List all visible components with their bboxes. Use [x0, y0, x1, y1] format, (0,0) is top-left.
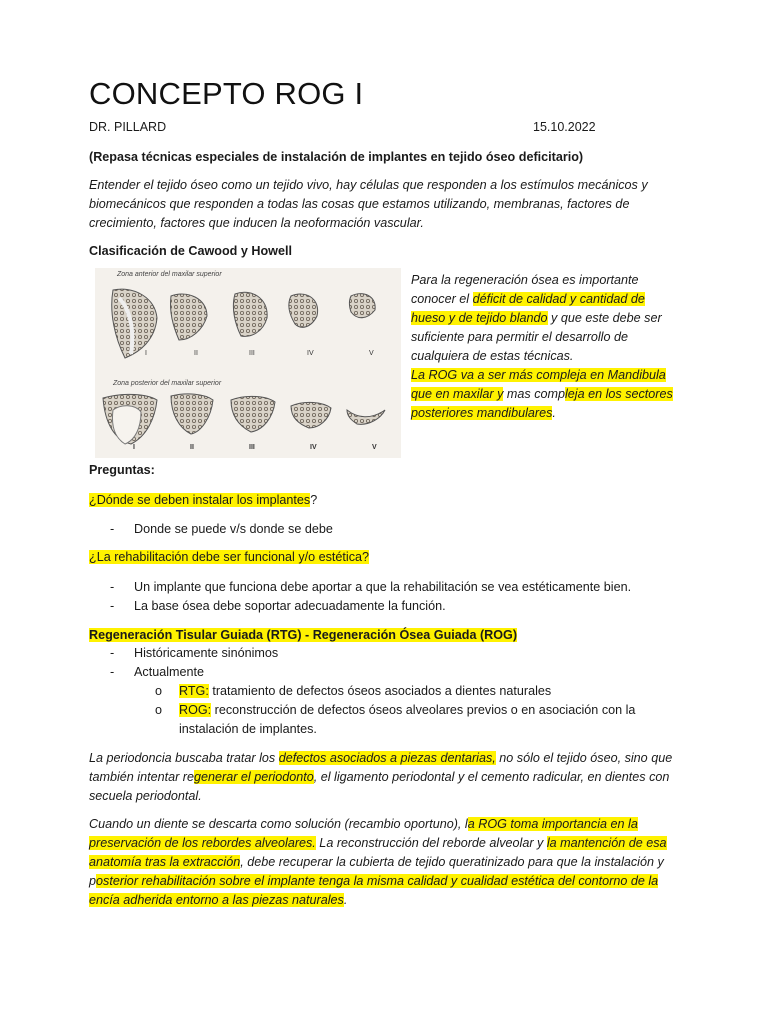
highlight-rehabilitation: osterior rehabilitación sobre el implante tenga la misma calidad y cualidad estética del contorno de la encía adherida entorno a las piezas naturales	[89, 874, 659, 907]
paragraph-text: no sólo el tejido óseo, sino que también intentar re	[89, 751, 673, 784]
question-1	[89, 491, 679, 510]
posterior-section-iv	[291, 402, 331, 428]
document-title: CONCEPTO ROG I	[89, 76, 364, 111]
anterior-section-ii	[170, 294, 207, 340]
figure-label-ii-bottom: II	[190, 444, 194, 451]
intro-paragraph: Entender el tejido óseo como un tejido vivo, hay células que responden a los estímulos mecánicos y biomecánicos que responden a todas las cosas que estamos utilizando, membranas, factores de crecimiento, factores que inducen la neoformación vascular.	[89, 178, 648, 230]
paragraph-text: La periodoncia buscaba tratar los	[89, 751, 279, 765]
posterior-section-ii	[171, 394, 213, 434]
list-item: - Donde se puede v/s donde se debe	[110, 522, 333, 536]
anterior-section-i	[112, 289, 157, 358]
highlight-rog-complex: La ROG va a ser más compleja en Mandibula que en maxilar y	[411, 368, 666, 401]
figure-label-iv-top: IV	[307, 350, 314, 357]
figure-label-i-top: I	[145, 350, 147, 357]
paragraph-text: La reconstrucción del reborde alveolar y	[315, 836, 547, 850]
list-item-text: Un implante que funciona debe aportar a que la rehabilitación se vea estéticamente bien.	[134, 580, 632, 594]
question-2	[89, 548, 679, 567]
questions-heading: Preguntas:	[89, 463, 155, 477]
list-item-text: Históricamente sinónimos	[134, 646, 279, 660]
figure-label-v-bottom: V	[372, 444, 377, 451]
cawood-howell-figure	[95, 268, 401, 458]
figure-label-iii-bottom: III	[249, 444, 255, 451]
anterior-section-v	[350, 294, 376, 318]
course-note: (Repasa técnicas especiales de instalación de implantes en tejido óseo deficitario)	[89, 150, 584, 164]
list-item: - La base ósea debe soportar adecuadamente la función.	[110, 599, 446, 613]
figure-label-iii-top: III	[249, 350, 255, 357]
posterior-section-i	[103, 394, 157, 444]
paragraph-text: .	[343, 893, 348, 907]
highlight-posterior-sectors: leja en los sectores posteriores mandibulares	[411, 387, 673, 420]
periodontics-paragraph	[89, 749, 684, 806]
rtg-heading-text: Regeneración Tisular Guiada (RTG) - Regeneración Ósea Guiada (ROG)	[89, 628, 518, 642]
paragraph-text: , el ligamento periodontal y el cemento radicular, en dientes con secuela periodontal.	[89, 770, 670, 803]
highlight-periodontium: generar el periodonto	[194, 770, 314, 784]
sub-list-item: o RTG: tratamiento de defectos óseos asociados a dientes naturales	[155, 684, 552, 698]
classification-heading: Clasificación de Cawood y Howell	[89, 244, 292, 258]
side-text-part: Para la regeneración ósea es importante conocer el	[411, 273, 639, 306]
question-2-text: ¿La rehabilitación debe ser funcional y/o estética?	[89, 550, 370, 564]
side-text-part: mas comp	[503, 387, 565, 401]
list-item-text: Actualmente	[134, 665, 205, 679]
question-1-mark: ?	[310, 493, 318, 507]
side-text-part: .	[552, 406, 556, 420]
rog-label: ROG:	[179, 703, 212, 717]
list-item-text: La base ósea debe soportar adecuadamente la función.	[134, 599, 446, 613]
figure-bottom-caption: Zona posterior del maxilar superior	[113, 380, 222, 387]
list-item: - Actualmente	[110, 665, 205, 679]
figure-label-i-bottom: I	[133, 444, 135, 451]
posterior-section-v	[347, 410, 385, 424]
anterior-section-iv	[289, 294, 318, 327]
highlight-defects: defectos asociados a piezas dentarias,	[278, 751, 496, 765]
extraction-paragraph	[89, 815, 684, 910]
author-name: DR. PILLARD	[89, 120, 167, 134]
rog-definition: reconstrucción de defectos óseos alveolares previos o en asociación con la instalación de implantes.	[179, 703, 636, 736]
classification-side-text	[411, 271, 681, 423]
bone-section-illustrations	[95, 268, 401, 458]
paragraph-text: , debe recuperar la cubierta de tejido queratinizado para que la instalación y p	[89, 855, 664, 888]
list-item-text: Donde se puede v/s donde se debe	[134, 522, 333, 536]
anterior-section-iii	[233, 292, 267, 336]
rtg-heading	[89, 626, 679, 645]
sub-list-item: o ROG: reconstrucción de defectos óseos alveolares previos o en asociación con la instalación de implantes.	[155, 703, 636, 736]
list-item: - Históricamente sinónimos	[110, 646, 279, 660]
figure-label-iv-bottom: IV	[310, 444, 317, 451]
list-item: - Un implante que funciona debe aportar a que la rehabilitación se vea estéticamente bien.	[110, 580, 632, 594]
highlight-rog-importance: a ROG toma importancia en la preservación de los rebordes alveolares.	[89, 817, 638, 850]
rtg-label: RTG:	[179, 684, 209, 698]
document-date: 15.10.2022	[533, 120, 596, 134]
figure-top-caption: Zona anterior del maxilar superior	[117, 271, 222, 278]
posterior-section-iii	[231, 396, 275, 432]
question-1-text: ¿Dónde se deben instalar los implantes	[89, 493, 311, 507]
side-text-part: y que este debe ser suficiente para permitir el desarrollo de cualquiera de estas técnicas.	[411, 311, 662, 363]
figure-label-v-top: V	[369, 350, 374, 357]
paragraph-text: Cuando un diente se descarta como solución (recambio oportuno), l	[89, 817, 468, 831]
highlight-deficit: déficit de calidad y cantidad de hueso y de tejido blando	[411, 292, 645, 325]
highlight-anatomy: la mantención de esa anatomía tras la extracción	[89, 836, 667, 869]
rtg-definition: tratamiento de defectos óseos asociados a dientes naturales	[208, 684, 552, 698]
figure-label-ii-top: II	[194, 350, 198, 357]
